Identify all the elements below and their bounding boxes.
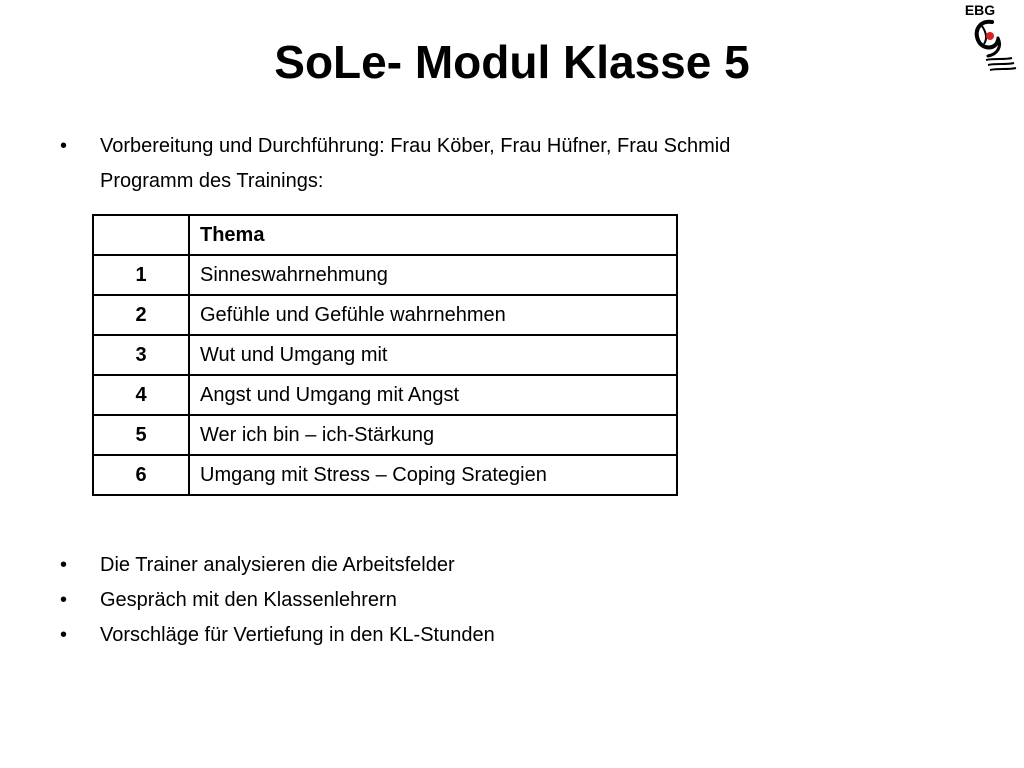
table-header-num <box>93 215 189 255</box>
row-number: 2 <box>93 295 189 335</box>
row-number: 6 <box>93 455 189 495</box>
topics-table <box>92 214 678 496</box>
row-number: 1 <box>93 255 189 295</box>
bullet-text: Vorschläge für Vertiefung in den KL-Stunden <box>100 624 495 646</box>
bullet-item-suggestions <box>60 622 495 648</box>
bullet-icon: • <box>60 624 68 646</box>
bullet-icon: • <box>60 135 68 157</box>
row-number: 4 <box>93 375 189 415</box>
bullet-item-conversation <box>60 587 397 613</box>
bullet-text: Vorbereitung und Durchführung: Frau Köber, Frau Hüfner, Frau Schmid <box>100 135 731 157</box>
table-header-topic: Thema <box>189 215 677 255</box>
bullet-item-preparation <box>60 133 730 159</box>
bullet-icon: • <box>60 589 68 611</box>
table-row <box>93 335 677 375</box>
row-topic: Sinneswahrnehmung <box>189 255 677 295</box>
row-topic: Wer ich bin – ich-Stärkung <box>189 415 677 455</box>
bullet-icon: • <box>60 554 68 576</box>
row-number: 3 <box>93 335 189 375</box>
table-row <box>93 295 677 335</box>
row-number: 5 <box>93 415 189 455</box>
row-topic: Angst und Umgang mit Angst <box>189 375 677 415</box>
row-topic: Umgang mit Stress – Coping Srategien <box>189 455 677 495</box>
table-header-row <box>93 215 677 255</box>
table-row <box>93 375 677 415</box>
bullet-text: Gespräch mit den Klassenlehrern <box>100 589 397 611</box>
table-row <box>93 455 677 495</box>
bullet-text: Die Trainer analysieren die Arbeitsfelder <box>100 554 455 576</box>
slide-title: SoLe- Modul Klasse 5 <box>274 36 750 88</box>
bullet-item-trainers <box>60 552 455 578</box>
table-row <box>93 255 677 295</box>
row-topic: Wut und Umgang mit <box>189 335 677 375</box>
logo-text: EBG <box>964 2 996 18</box>
program-label: Programm des Trainings: <box>100 170 324 192</box>
table-row <box>93 415 677 455</box>
row-topic: Gefühle und Gefühle wahrnehmen <box>189 295 677 335</box>
